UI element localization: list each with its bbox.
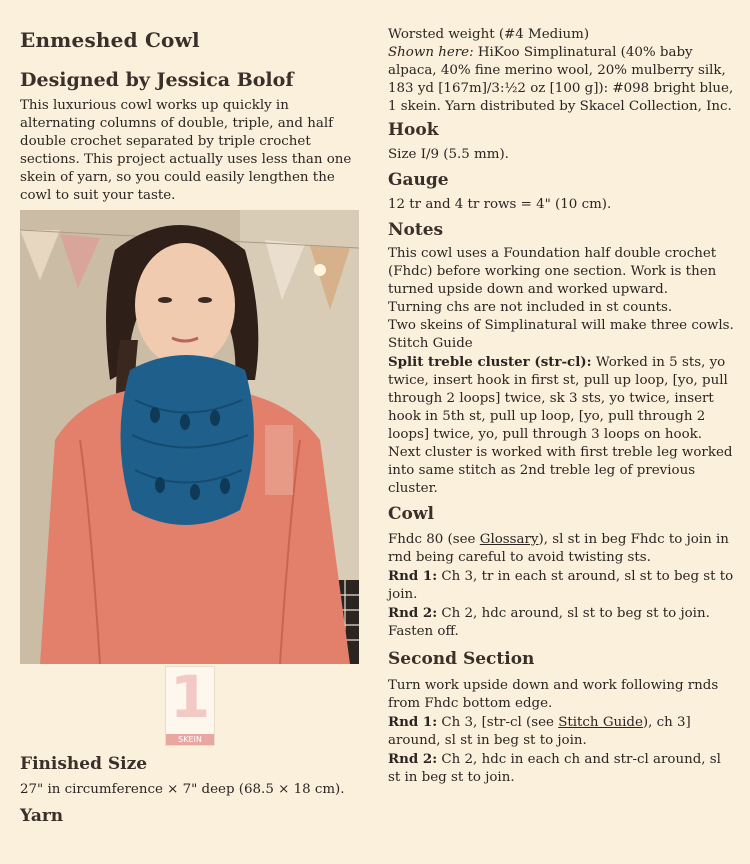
yarn-heading: Yarn [20,806,64,826]
cowl-rnd-2 [388,604,734,641]
yarn-weight: Worsted weight (#4 Medium) [388,27,590,42]
shown-here-text: HiKoo Simplinatural (40% baby alpaca, 40% fine merino wool, 20% mulberry silk, 183 yd [167m]/3:½2 oz [100 g]): #098 bright blue, 1 skein. Yarn distributed by Skacel Collection, Inc. [388,45,734,114]
stitch-text: Worked in 5 sts, yo twice, insert hook in first st, pull up loop, [yo, pull through 2 loops] twice, sk 3 sts, yo twice, insert hook in 5th st, pull up loop, [yo, pull through 2 loops] twice, yo, pull through 3 loops on hook. Next cluster is worked with first treble leg worked into same stitch as 2nd treble leg of previous cluster. [388,355,733,496]
cowl-intro-b: ), sl st in beg Fhdc to join in rnd being careful to avoid twisting sts. [388,532,729,565]
designer-credit: Designed by Jessica Bolof [20,69,294,91]
skein-count-badge [165,663,215,746]
second-rnd-2 [388,750,734,787]
right-column [388,26,734,787]
cowl-intro [388,531,734,567]
shown-here-label: Shown here: [388,45,474,60]
second-section-heading: Second Section [388,649,535,669]
second-rnd-2-text: Ch 2, hdc in each ch and str-cl around, sl st in beg st to join. [388,752,721,785]
gauge-value: 12 tr and 4 tr rows = 4" (10 cm). [388,197,612,212]
hook-value: Size I/9 (5.5 mm). [388,147,509,162]
cowl-heading: Cowl [388,504,434,524]
left-column [20,28,365,205]
gauge-heading: Gauge [388,170,449,190]
skein-count-number: 1 [169,663,211,731]
second-rnd-1-b: ), ch 3] around, sl st in beg st to join. [388,715,691,748]
yarn-shown-here [388,44,734,116]
notes-line-2: Turning chs are not included in st counts. [388,300,673,315]
second-intro: Turn work upside down and work following rnds from Fhdc bottom edge. [388,678,719,711]
finished-size-heading: Finished Size [20,754,148,774]
pattern-title: Enmeshed Cowl [20,28,200,52]
model-photo [20,210,359,664]
photo-illustration [20,210,359,664]
cowl-rnd-2-text: Ch 2, hdc around, sl st to beg st to join. Fasten off. [388,606,710,639]
second-rnd-1 [388,713,734,750]
cowl-intro-a: Fhdc 80 (see [388,532,480,547]
hook-heading: Hook [388,120,439,140]
second-rnd-2-label: Rnd 2: [388,751,438,767]
notes-line-3: Two skeins of Simplinatural will make three cowls. [388,318,734,333]
glossary-link[interactable]: Glossary [479,532,539,547]
cowl-rnd-1 [388,567,734,604]
finished-size-value: 27" in circumference × 7" deep (68.5 × 18 cm). [20,782,345,797]
stitch-definition [388,353,734,498]
notes-line-1: This cowl uses a Foundation half double crochet (Fhdc) before working one section. Work is then turned upside down and worked upward. [388,246,717,297]
second-rnd-1-label: Rnd 1: [388,714,438,730]
stitch-guide-link[interactable]: Stitch Guide [558,715,643,730]
stitch-term: Split treble cluster (str-cl): [388,354,592,370]
stitch-guide-label: Stitch Guide [388,336,473,351]
cowl-rnd-1-label: Rnd 1: [388,568,438,584]
cowl-rnd-1-text: Ch 3, tr in each st around, sl st to beg st to join. [388,569,734,602]
skein-count-label: SKEIN [166,734,214,745]
second-rnd-1-a: Ch 3, [str-cl (see [437,715,559,730]
intro-paragraph: This luxurious cowl works up quickly in alternating columns of double, triple, and half double crochet separated by triple crochet sections. This project actually uses less than one skein of yarn, so you could easily lengthen the cowl to suit your taste. [20,98,352,203]
notes-heading: Notes [388,220,444,240]
cowl-rnd-2-label: Rnd 2: [388,605,438,621]
